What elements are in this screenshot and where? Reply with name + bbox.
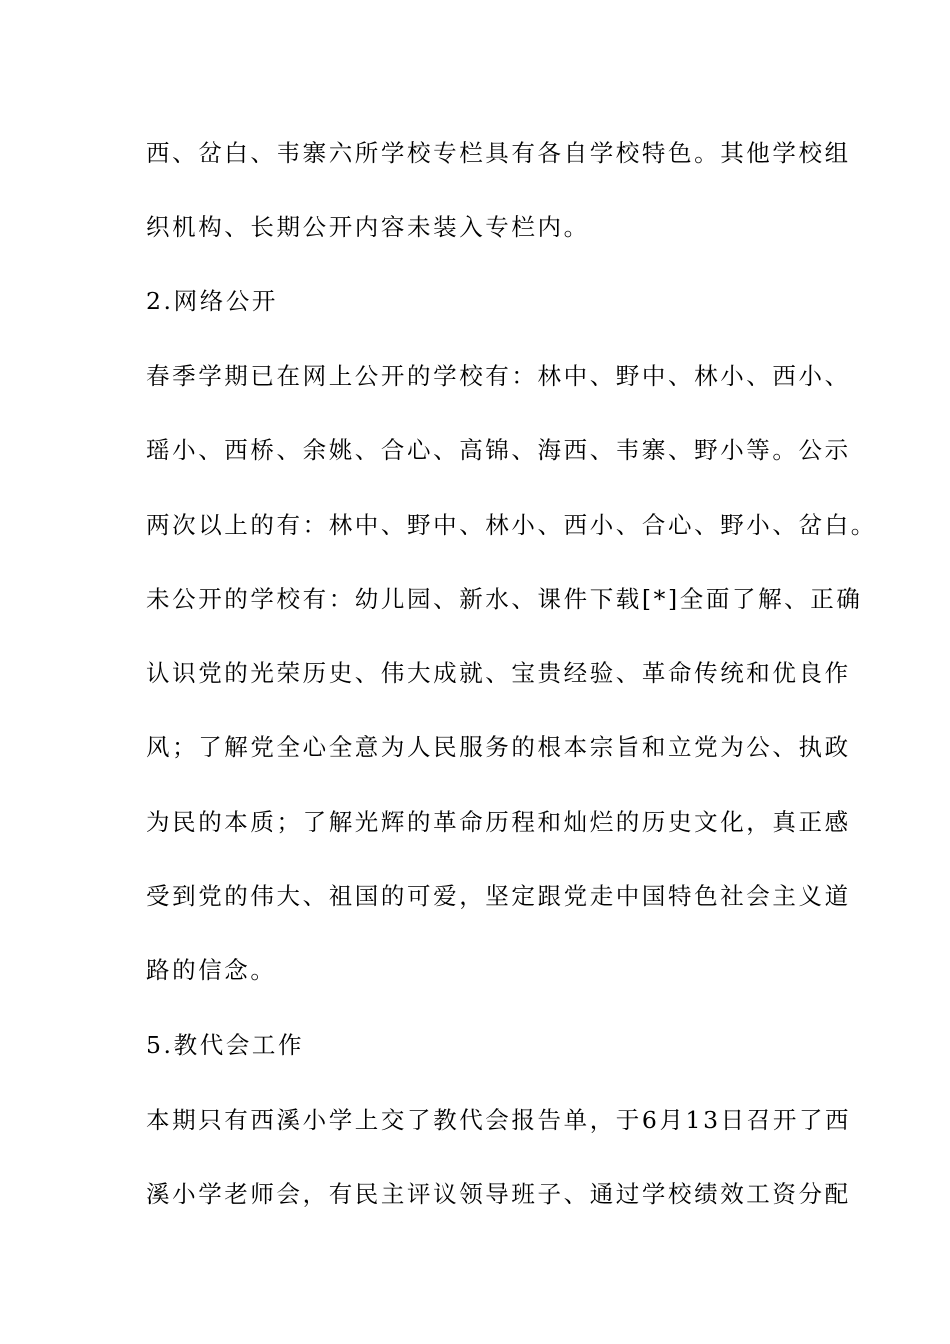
paragraph-line: 认识党的光荣历史、伟大成就、宝贵经验、革命传统和优良作 bbox=[146, 659, 851, 687]
paragraph-line: 春季学期已在网上公开的学校有：林中、野中、林小、西小、 bbox=[146, 362, 851, 390]
paragraph-line: 本期只有西溪小学上交了教代会报告单，于6月13日召开了西 bbox=[146, 1106, 852, 1134]
section-heading: 5.教代会工作 bbox=[146, 1031, 305, 1059]
paragraph-line: 溪小学老师会，有民主评议领导班子、通过学校绩效工资分配 bbox=[146, 1180, 851, 1208]
paragraph-line: 为民的本质；了解光辉的革命历程和灿烂的历史文化，真正感 bbox=[146, 808, 851, 836]
paragraph-line: 路的信念。 bbox=[146, 956, 277, 984]
paragraph-line: 未公开的学校有：幼儿园、新水、课件下载[*]全面了解、正确 bbox=[146, 585, 863, 613]
section-heading: 2.网络公开 bbox=[146, 287, 279, 315]
paragraph-line: 瑶小、西桥、余姚、合心、高锦、海西、韦寨、野小等。公示 bbox=[146, 436, 851, 464]
paragraph-line: 西、岔白、韦寨六所学校专栏具有各自学校特色。其他学校组 bbox=[146, 139, 851, 167]
paragraph-line: 两次以上的有：林中、野中、林小、西小、合心、野小、岔白。 bbox=[146, 511, 877, 539]
paragraph-line: 织机构、长期公开内容未装入专栏内。 bbox=[146, 213, 590, 241]
paragraph-line: 风；了解党全心全意为人民服务的根本宗旨和立党为公、执政 bbox=[146, 733, 851, 761]
paragraph-line: 受到党的伟大、祖国的可爱，坚定跟党走中国特色社会主义道 bbox=[146, 882, 851, 910]
